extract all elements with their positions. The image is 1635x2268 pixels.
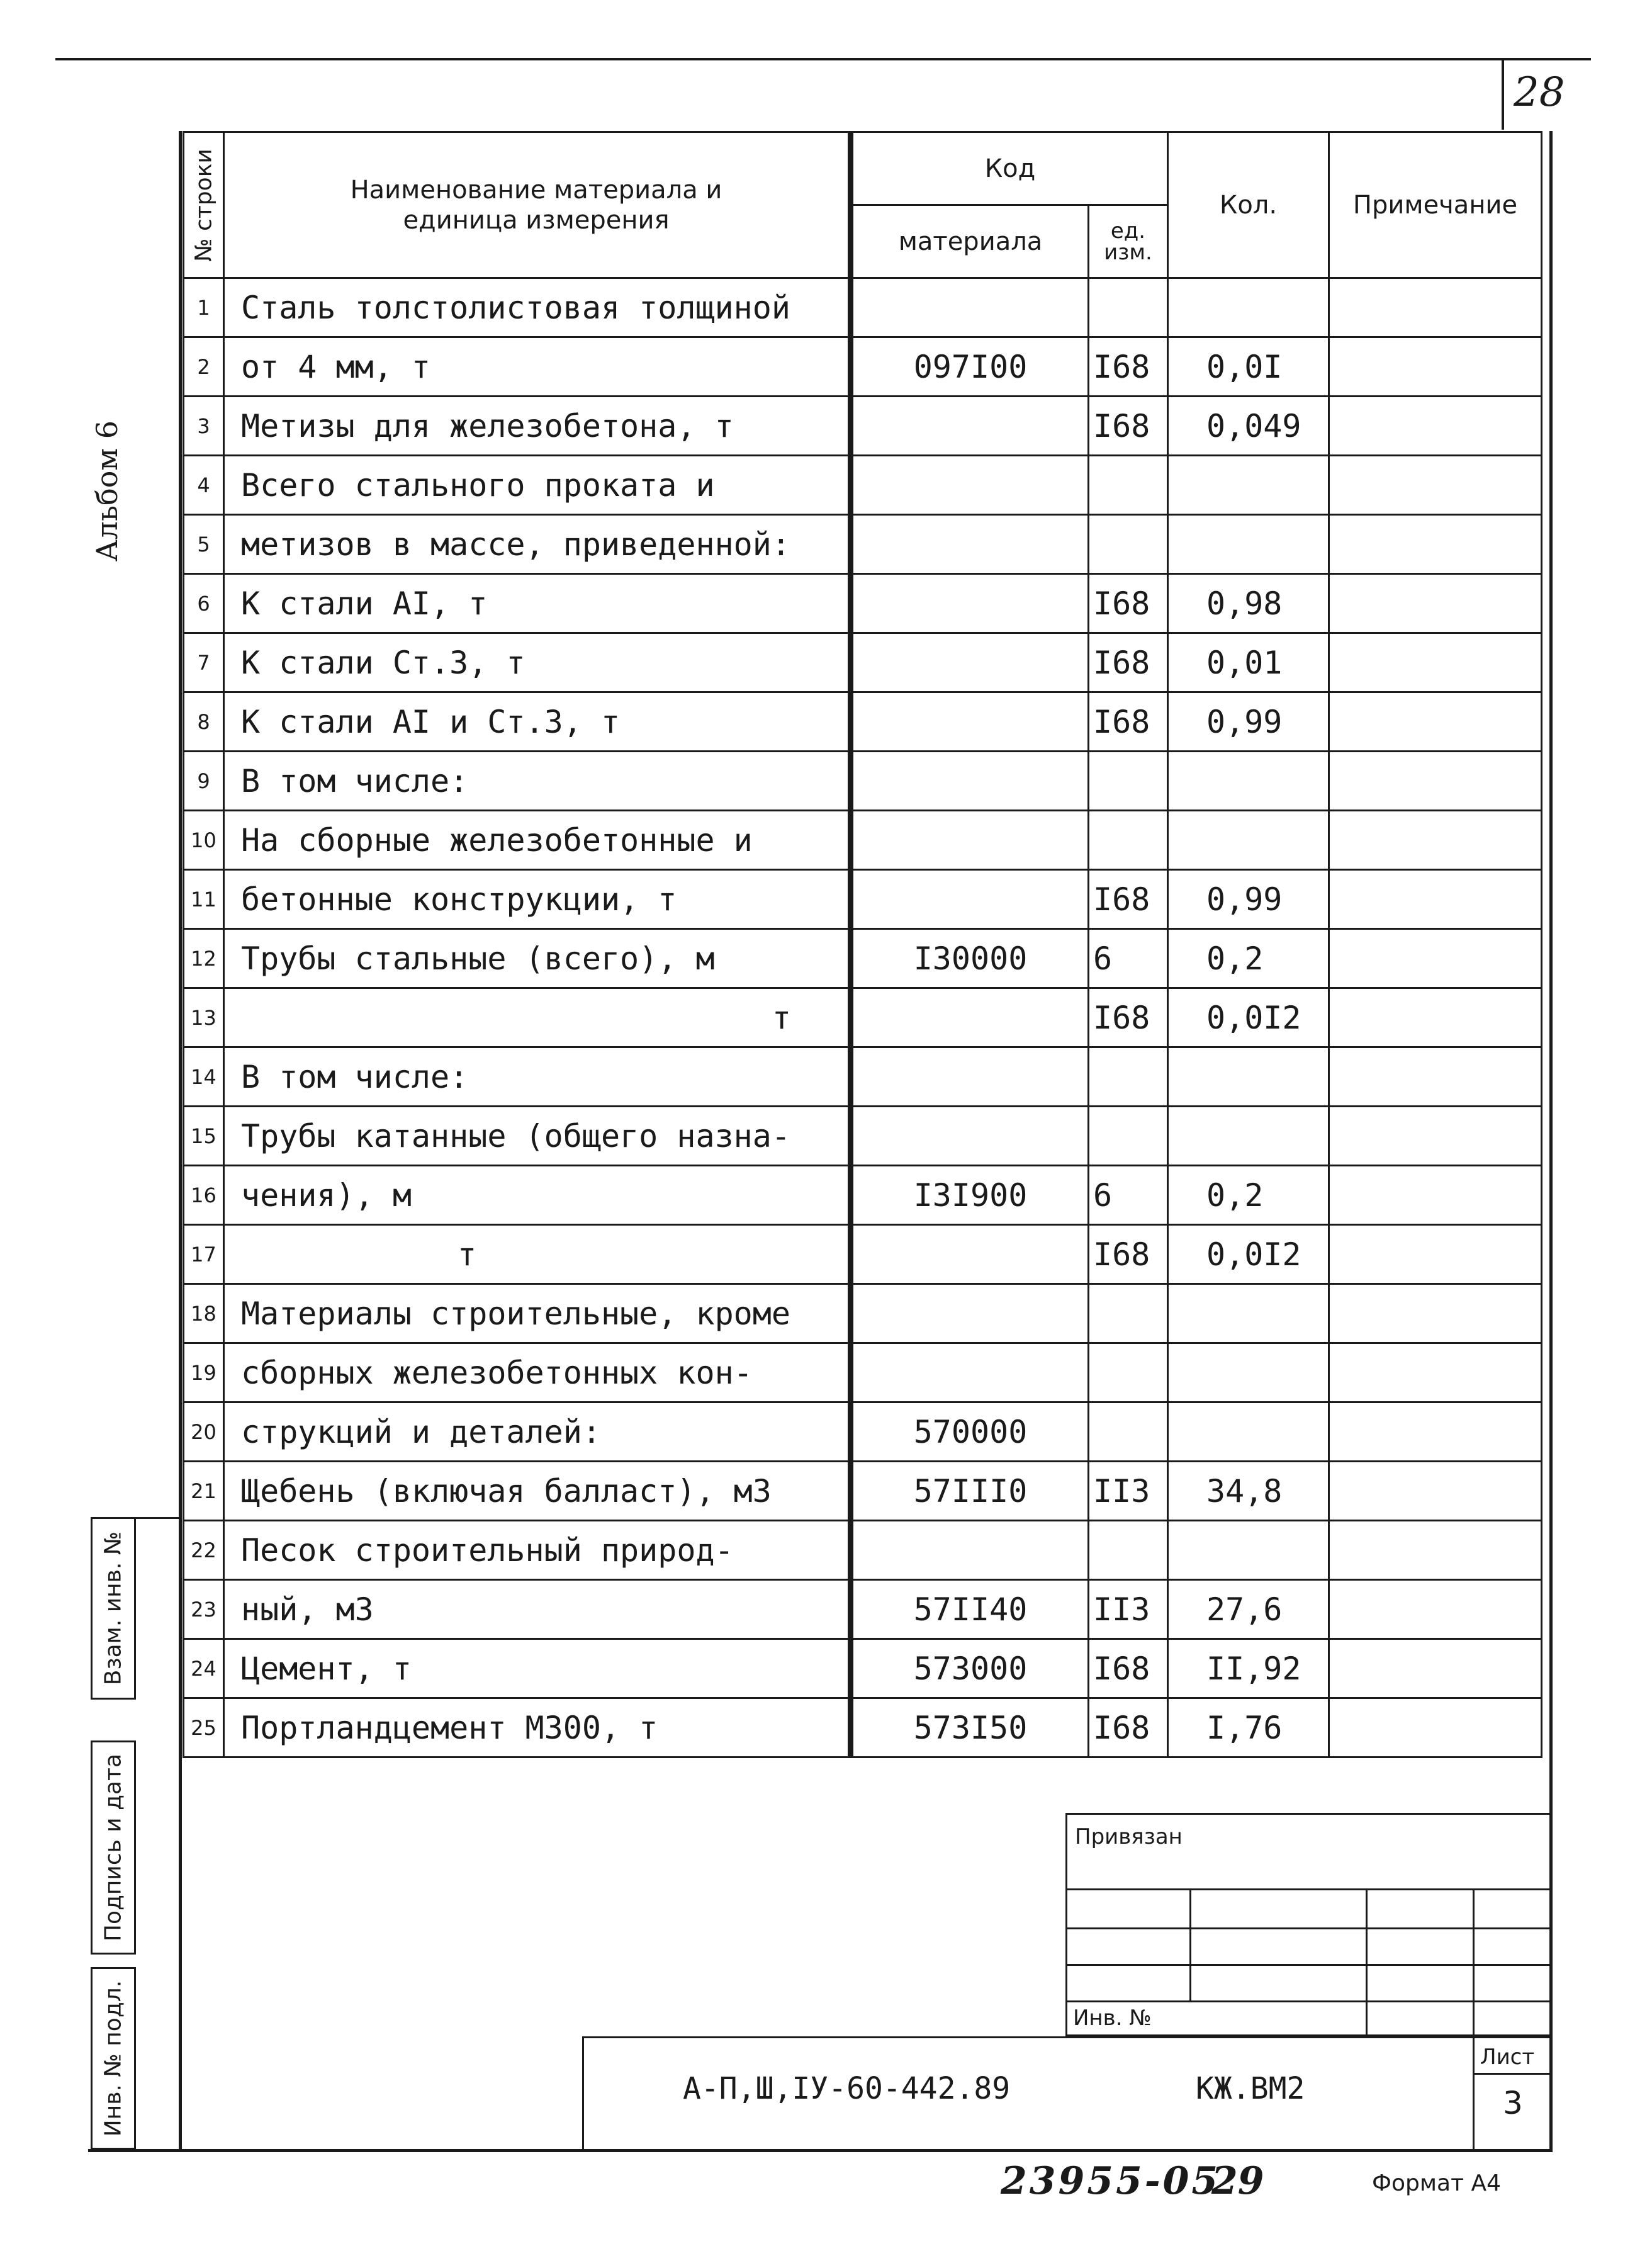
quantity-cell: 0,99: [1168, 870, 1329, 929]
material-code-cell: I30000: [851, 929, 1089, 988]
material-name-cell: чения), м: [224, 1166, 851, 1225]
unit-code-cell: II3: [1089, 1580, 1168, 1639]
note-cell: [1329, 1698, 1542, 1757]
archive-number: 23955-05: [1001, 2159, 1221, 2203]
quantity-cell: 0,2: [1168, 929, 1329, 988]
material-code-cell: [851, 1047, 1089, 1107]
unit-code-cell: I68: [1089, 337, 1168, 397]
table-row: [184, 811, 1542, 870]
note-cell: [1329, 1225, 1542, 1284]
table-row: [184, 633, 1542, 692]
row-number-cell: 5: [184, 515, 224, 574]
unit-code-cell: I68: [1089, 1698, 1168, 1757]
material-name-cell: Всего стального проката и: [224, 456, 851, 515]
note-cell: [1329, 337, 1542, 397]
table-row: [184, 929, 1542, 988]
privyazan-line-4: [1065, 2000, 1551, 2002]
material-name-cell: ный, м3: [224, 1580, 851, 1639]
sheet-label: Лист: [1480, 2045, 1535, 2070]
frame-left: [179, 131, 182, 2152]
unit-code-cell: [1089, 278, 1168, 337]
material-name-cell: На сборные железобетонные и: [224, 811, 851, 870]
note-cell: [1329, 1107, 1542, 1166]
material-code-cell: [851, 1343, 1089, 1402]
quantity-cell: [1168, 1107, 1329, 1166]
material-name-cell: К стали АI, т: [224, 574, 851, 633]
row-number-cell: 17: [184, 1225, 224, 1284]
row-number-cell: 20: [184, 1402, 224, 1462]
header-note: [1329, 132, 1542, 278]
row-number-cell: 12: [184, 929, 224, 988]
unit-code-cell: I68: [1089, 574, 1168, 633]
unit-code-cell: [1089, 1047, 1168, 1107]
quantity-cell: [1168, 1284, 1329, 1343]
table-row: [184, 870, 1542, 929]
header-quantity-text: Кол.: [1219, 190, 1278, 220]
header-code-group-text: Код: [984, 154, 1036, 183]
note-cell: [1329, 633, 1542, 692]
table-row: [184, 1698, 1542, 1757]
unit-code-cell: [1089, 1284, 1168, 1343]
material-name-cell: метизов в массе, приведенной:: [224, 515, 851, 574]
header-unit-code: [1089, 205, 1168, 278]
unit-code-cell: I68: [1089, 870, 1168, 929]
row-number-cell: 21: [184, 1462, 224, 1521]
unit-code-cell: 6: [1089, 929, 1168, 988]
table-row: [184, 752, 1542, 811]
header-row-no-text: № строки: [190, 148, 216, 262]
note-cell: [1329, 278, 1542, 337]
page-number-divider: [1502, 60, 1504, 130]
note-cell: [1329, 1580, 1542, 1639]
quantity-cell: [1168, 811, 1329, 870]
doc-mark: КЖ.ВМ2: [1196, 2071, 1305, 2106]
material-name-cell: т: [224, 988, 851, 1047]
note-cell: [1329, 752, 1542, 811]
side-stamp-inv-podl: [91, 1967, 136, 2150]
note-cell: [1329, 988, 1542, 1047]
row-number-cell: 22: [184, 1521, 224, 1580]
material-code-cell: [851, 633, 1089, 692]
material-code-cell: [851, 456, 1089, 515]
table-row: [184, 397, 1542, 456]
header-name: [224, 132, 851, 278]
material-name-cell: т: [224, 1225, 851, 1284]
material-code-cell: [851, 870, 1089, 929]
format-label: Формат А4: [1372, 2170, 1502, 2196]
table-row: [184, 337, 1542, 397]
note-cell: [1329, 397, 1542, 456]
side-stamp-podpis-text: Подпись и дата: [100, 1753, 126, 1942]
doc-code: А-П,Ш,IУ-60-442.89: [683, 2071, 1011, 2106]
note-cell: [1329, 1343, 1542, 1402]
material-code-cell: [851, 1284, 1089, 1343]
privyazan-vline-1: [1189, 1888, 1191, 2002]
table-row: [184, 456, 1542, 515]
note-cell: [1329, 1047, 1542, 1107]
page-number-top: 28: [1514, 69, 1565, 116]
note-cell: [1329, 1521, 1542, 1580]
quantity-cell: 34,8: [1168, 1462, 1329, 1521]
quantity-cell: 27,6: [1168, 1580, 1329, 1639]
table-row: [184, 1284, 1542, 1343]
material-name-cell: Трубы катанные (общего назна-: [224, 1107, 851, 1166]
material-name-cell: К стали АI и Ст.3, т: [224, 692, 851, 752]
quantity-cell: II,92: [1168, 1639, 1329, 1698]
material-name-cell: В том числе:: [224, 752, 851, 811]
quantity-cell: 0,98: [1168, 574, 1329, 633]
quantity-cell: 0,0I2: [1168, 988, 1329, 1047]
row-number-cell: 11: [184, 870, 224, 929]
material-code-cell: [851, 811, 1089, 870]
note-cell: [1329, 1639, 1542, 1698]
side-stamp-connector: [136, 1517, 180, 1519]
archive-page: 29: [1211, 2159, 1264, 2203]
material-name-cell: Материалы строительные, кроме: [224, 1284, 851, 1343]
album-label-text: Альбом 6: [90, 420, 124, 562]
row-number-cell: 18: [184, 1284, 224, 1343]
header-material-code-text: материала: [898, 227, 1043, 256]
row-number-cell: 4: [184, 456, 224, 515]
unit-code-cell: I68: [1089, 1225, 1168, 1284]
unit-code-cell: [1089, 1107, 1168, 1166]
row-number-cell: 1: [184, 278, 224, 337]
note-cell: [1329, 1166, 1542, 1225]
material-name-cell: Метизы для железобетона, т: [224, 397, 851, 456]
note-cell: [1329, 1402, 1542, 1462]
unit-code-cell: I68: [1089, 988, 1168, 1047]
row-number-cell: 3: [184, 397, 224, 456]
table-row: [184, 988, 1542, 1047]
quantity-cell: 0,2: [1168, 1166, 1329, 1225]
material-code-cell: [851, 692, 1089, 752]
material-code-cell: [851, 1107, 1089, 1166]
material-name-cell: Портландцемент М300, т: [224, 1698, 851, 1757]
unit-code-cell: [1089, 811, 1168, 870]
unit-code-cell: I68: [1089, 633, 1168, 692]
material-code-cell: 573000: [851, 1639, 1089, 1698]
quantity-cell: 0,99: [1168, 692, 1329, 752]
table-row: [184, 278, 1542, 337]
row-number-cell: 8: [184, 692, 224, 752]
material-name-cell: струкций и деталей:: [224, 1402, 851, 1462]
quantity-cell: 0,01: [1168, 633, 1329, 692]
top-rule: [55, 58, 1591, 60]
header-note-text: Примечание: [1352, 190, 1518, 220]
header-name-text: Наименование материала и единица измерения: [350, 175, 722, 235]
header-quantity: [1168, 132, 1329, 278]
quantity-cell: [1168, 278, 1329, 337]
quantity-cell: [1168, 456, 1329, 515]
row-number-cell: 25: [184, 1698, 224, 1757]
row-number-cell: 13: [184, 988, 224, 1047]
row-number-cell: 24: [184, 1639, 224, 1698]
privyazan-label: Привязан: [1075, 1824, 1183, 1849]
note-cell: [1329, 515, 1542, 574]
material-code-cell: 570000: [851, 1402, 1089, 1462]
unit-code-cell: [1089, 1343, 1168, 1402]
table-row: [184, 1402, 1542, 1462]
side-stamp-inv-podl-text: Инв. № подл.: [100, 1980, 126, 2137]
material-name-cell: Сталь толстолистовая толщиной: [224, 278, 851, 337]
unit-code-cell: [1089, 515, 1168, 574]
side-stamp-vzam-text: Взам. инв. №: [100, 1531, 126, 1686]
material-code-cell: 573I50: [851, 1698, 1089, 1757]
material-code-cell: 57III0: [851, 1462, 1089, 1521]
material-name-cell: Трубы стальные (всего), м: [224, 929, 851, 988]
note-cell: [1329, 692, 1542, 752]
note-cell: [1329, 574, 1542, 633]
privyazan-line-1: [1065, 1888, 1551, 1890]
table-row: [184, 1639, 1542, 1698]
table-row: [184, 1225, 1542, 1284]
quantity-cell: [1168, 1521, 1329, 1580]
material-code-cell: [851, 574, 1089, 633]
table-row: [184, 1343, 1542, 1402]
material-code-cell: [851, 1521, 1089, 1580]
material-name-cell: К стали Ст.3, т: [224, 633, 851, 692]
row-number-cell: 2: [184, 337, 224, 397]
table-row: [184, 1580, 1542, 1639]
unit-code-cell: 6: [1089, 1166, 1168, 1225]
privyazan-vline-2: [1366, 1888, 1368, 2036]
unit-code-cell: [1089, 1402, 1168, 1462]
quantity-cell: [1168, 515, 1329, 574]
header-material-code: [851, 205, 1089, 278]
unit-code-cell: I68: [1089, 397, 1168, 456]
privyazan-vline-3: [1473, 1888, 1475, 2036]
sheet-number: 3: [1503, 2085, 1523, 2121]
row-number-cell: 9: [184, 752, 224, 811]
material-name-cell: Щебень (включая балласт), м3: [224, 1462, 851, 1521]
quantity-cell: 0,049: [1168, 397, 1329, 456]
material-code-cell: [851, 988, 1089, 1047]
material-name-cell: от 4 мм, т: [224, 337, 851, 397]
table-row: [184, 1462, 1542, 1521]
privyazan-line-3: [1065, 1964, 1551, 1966]
material-code-cell: [851, 752, 1089, 811]
note-cell: [1329, 1462, 1542, 1521]
side-stamp-vzam: [91, 1517, 136, 1700]
row-number-cell: 7: [184, 633, 224, 692]
material-code-cell: 097I00: [851, 337, 1089, 397]
row-number-cell: 14: [184, 1047, 224, 1107]
unit-code-cell: [1089, 1521, 1168, 1580]
row-number-cell: 16: [184, 1166, 224, 1225]
side-stamp-podpis: [91, 1740, 136, 1955]
header-unit-code-text: ед. изм.: [1104, 218, 1152, 265]
unit-code-cell: [1089, 456, 1168, 515]
album-label: [90, 420, 124, 561]
material-code-cell: I3I900: [851, 1166, 1089, 1225]
table-row: [184, 692, 1542, 752]
header-row-no: [184, 132, 224, 278]
material-code-cell: [851, 515, 1089, 574]
note-cell: [1329, 870, 1542, 929]
table-row: [184, 574, 1542, 633]
privyazan-line-2: [1065, 1927, 1551, 1929]
row-number-cell: 15: [184, 1107, 224, 1166]
note-cell: [1329, 456, 1542, 515]
material-name-cell: Цемент, т: [224, 1639, 851, 1698]
unit-code-cell: I68: [1089, 692, 1168, 752]
table-row: [184, 1521, 1542, 1580]
table-row: [184, 1166, 1542, 1225]
quantity-cell: [1168, 1047, 1329, 1107]
header-code-group: [851, 132, 1168, 205]
unit-code-cell: I68: [1089, 1639, 1168, 1698]
sheet-hline: [1473, 2073, 1551, 2075]
sheet-vline: [1473, 2036, 1475, 2151]
row-number-cell: 19: [184, 1343, 224, 1402]
row-number-cell: 10: [184, 811, 224, 870]
unit-code-cell: [1089, 752, 1168, 811]
spec-table-body: [184, 278, 1542, 1757]
material-name-cell: бетонные конструкции, т: [224, 870, 851, 929]
quantity-cell: I,76: [1168, 1698, 1329, 1757]
inv-no-label: Инв. №: [1073, 2006, 1152, 2031]
spec-table: [183, 131, 1542, 1758]
note-cell: [1329, 811, 1542, 870]
quantity-cell: [1168, 1343, 1329, 1402]
row-number-cell: 6: [184, 574, 224, 633]
material-name-cell: В том числе:: [224, 1047, 851, 1107]
material-code-cell: [851, 397, 1089, 456]
quantity-cell: [1168, 1402, 1329, 1462]
table-row: [184, 515, 1542, 574]
quantity-cell: [1168, 752, 1329, 811]
row-number-cell: 23: [184, 1580, 224, 1639]
quantity-cell: 0,0I: [1168, 337, 1329, 397]
table-row: [184, 1107, 1542, 1166]
table-row: [184, 1047, 1542, 1107]
material-code-cell: 57II40: [851, 1580, 1089, 1639]
quantity-cell: 0,0I2: [1168, 1225, 1329, 1284]
note-cell: [1329, 1284, 1542, 1343]
material-code-cell: [851, 1225, 1089, 1284]
note-cell: [1329, 929, 1542, 988]
material-name-cell: Песок строительный природ-: [224, 1521, 851, 1580]
material-code-cell: [851, 278, 1089, 337]
unit-code-cell: II3: [1089, 1462, 1168, 1521]
material-name-cell: сборных железобетонных кон-: [224, 1343, 851, 1402]
